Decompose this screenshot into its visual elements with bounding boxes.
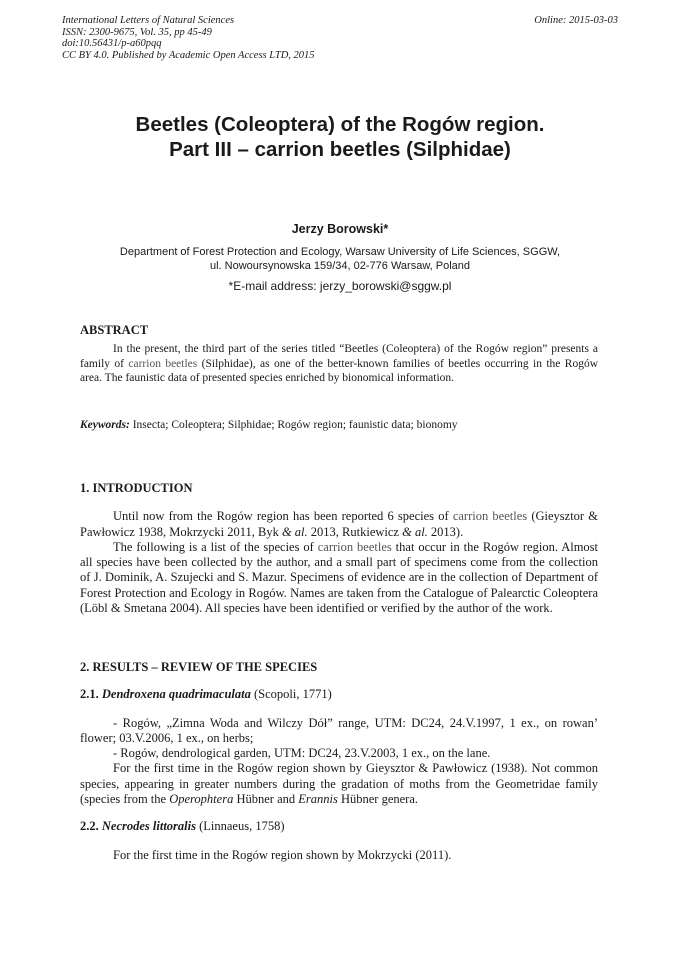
species-number: 2.2. (80, 819, 99, 834)
intro-paragraph-2 (80, 540, 598, 616)
paper-title (62, 112, 618, 162)
intro-paragraph-1 (80, 509, 598, 540)
intro-highlight: carrion beetles (452, 509, 528, 524)
intro-etal: & al. (402, 524, 428, 539)
abstract-text-part: (Silphidae), as one of the better-known families of beetles occurring in the Rogów area. The faunistic data of presented species enriched by bionomical information. (80, 357, 598, 385)
keywords-label: Keywords: (80, 419, 130, 431)
species-heading-2-2 (80, 819, 598, 834)
species-note: For the first time in the Rogów region shown by Mokrzycki (2011). (113, 847, 452, 862)
species-note-text: Hübner and (233, 792, 299, 807)
species-note-text: Hübner genera. (337, 792, 419, 807)
online-date: Online: 2015-03-03 (534, 15, 618, 26)
doi-line: doi:10.56431/p-a60pqq (62, 38, 162, 49)
issn-line: ISSN: 2300-9675, Vol. 35, pp 45-49 (62, 26, 212, 38)
abstract-highlight: carrion beetles (128, 357, 198, 370)
abstract-text (80, 342, 598, 386)
journal-name: International Letters of Natural Sciences (62, 15, 235, 26)
species-heading-2-1 (80, 687, 598, 702)
species-author: (Linnaeus, 1758) (195, 819, 285, 834)
intro-text: 2013). (427, 524, 464, 539)
species-record: - Rogów, dendrological garden, UTM: DC24, 23.V.2003, 1 ex., on the lane. (113, 746, 491, 761)
species-note-text: For the first time in the Rogów region shown by Gieysztor & Pawłowicz (1938). Not common species, appearing in greater numbers during the gradation of moths from the Geometridae family (species from the (80, 761, 598, 807)
intro-text: The following is a list of the species of (113, 539, 318, 554)
introduction-section (80, 481, 598, 616)
license-line: CC BY 4.0. Published by Academic Open Access LTD, 2015 (62, 49, 315, 61)
species-author: (Scopoli, 1771) (250, 687, 332, 702)
affiliation (62, 245, 618, 273)
species-name: Dendroxena quadrimaculata (101, 687, 251, 702)
species-note (80, 761, 598, 807)
intro-text: that occur in the Rogów region. Almost all species have been collected by the author, and a small part of specimens come from the collection of J. Dominik, A. Szujecki and S. Mazur. Specimens of evidence are in the collection of Department of Forest Protection and Ecology in Rogów. Names are taken from the Catalogue of Palearctic Coleoptera (Löbl & Smetana 2004). All species have been identified or verified by the author of the work. (80, 539, 598, 616)
intro-text: Until now from the Rogów region has been reported 6 species of (113, 509, 453, 524)
species-record: - Rogów, „Zimna Woda and Wilczy Dół” range, UTM: DC24, 24.V.1997, 1 ex., on rowan’ flower; 03.V.2006, 1 ex., on herbs; (80, 715, 598, 745)
keywords-text: Insecta; Coleoptera; Silphidae; Rogów region; faunistic data; bionomy (129, 419, 458, 431)
abstract-heading: ABSTRACT (80, 323, 149, 337)
abstract-section (80, 323, 598, 386)
intro-text: (Gieysztor & Pawłowicz 1938, Mokrzycki 2011, Byk (80, 509, 598, 539)
results-heading: 2. RESULTS – REVIEW OF THE SPECIES (80, 660, 318, 674)
genus-name: Operophtera (169, 792, 234, 807)
intro-etal: & al. (281, 524, 308, 539)
intro-text: 2013, Rutkiewicz (307, 524, 403, 539)
email-address: *E-mail address: jerzy_borowski@sggw.pl (228, 279, 452, 293)
author-name: Jerzy Borowski* (291, 222, 389, 236)
journal-header (62, 15, 618, 61)
affiliation-line-1: Department of Forest Protection and Ecology, Warsaw University of Life Sciences, SGGW, (119, 246, 561, 258)
species-name: Necrodes littoralis (101, 819, 196, 834)
affiliation-line-2: ul. Nowoursynowska 159/34, 02-776 Warsaw, Poland (209, 260, 471, 272)
introduction-heading: 1. INTRODUCTION (80, 481, 193, 495)
intro-highlight: carrion beetles (317, 539, 392, 554)
title-line-1: Beetles (Coleoptera) of the Rogów region. (135, 113, 545, 136)
abstract-text-part: In the present, the third part of the series titled “Beetles (Coleoptera) of the Rogów region” presents a family of (80, 343, 598, 370)
species-number: 2.1. (80, 687, 99, 702)
title-line-2: Part III – carrion beetles (Silphidae) (169, 138, 511, 161)
keywords-line (80, 418, 598, 433)
genus-name: Erannis (298, 792, 338, 807)
results-section (80, 660, 598, 863)
